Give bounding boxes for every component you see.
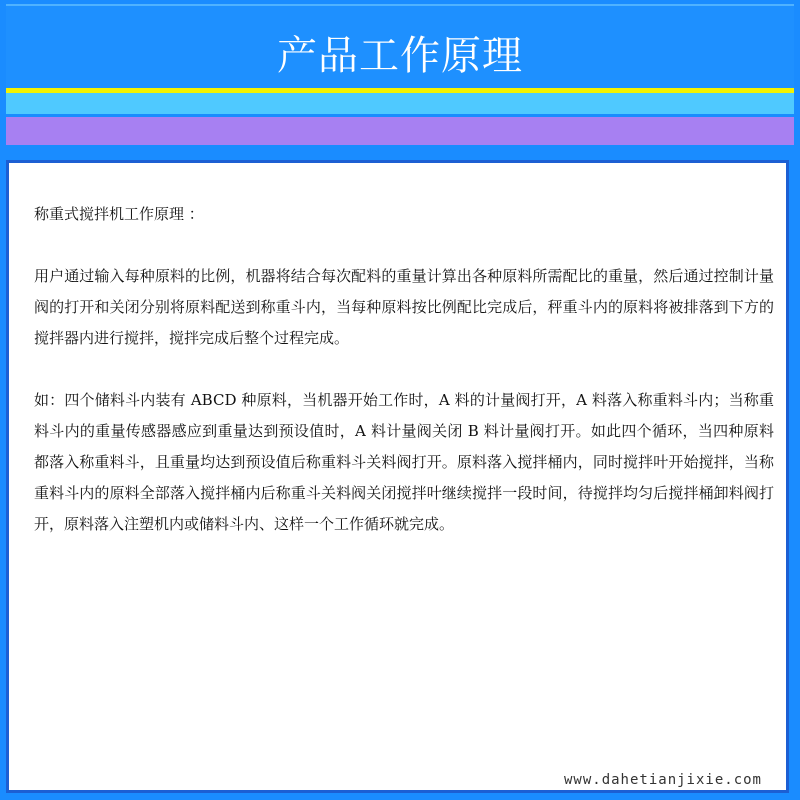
content-panel: [6, 160, 789, 793]
decorative-band-edge: [6, 145, 794, 148]
article-body: [34, 199, 774, 571]
decorative-purple-band: [6, 117, 794, 145]
header-banner: [6, 4, 794, 90]
header-light-strip: [6, 93, 794, 114]
page-title: 产品工作原理: [277, 33, 523, 79]
website-watermark: www.dahetianjixie.com: [563, 772, 762, 788]
paragraph-principle: 用户通过输入每种原料的比例，机器将结合每次配料的重量计算出各种原料所需配比的重量，然后通过控制计量阀的打开和关闭分别将原料配送到称重斗内，当每种原料按比例配比完成后，秤重斗内的原料将被排落到下方的搅拌器内进行搅拌，搅拌完成后整个过程完成。: [34, 267, 774, 347]
section-heading: 称重式搅拌机工作原理 ：: [34, 205, 204, 223]
paragraph-example: 如：四个储料斗内装有 ABCD 种原料，当机器开始工作时，A 料的计量阀打开，A 料落入称重料斗内；当称重料斗内的重量传感器感应到重量达到预设值时，A 料计量阀关闭 B 料计量阀打开。如此四个循环，当四种原料都落入称重料斗，且重量均达到预设值后称重料斗关料阀打开。原料落入搅拌桶内，同时搅拌叶开始搅拌，当称重料斗内的原料全部落入搅拌桶内后称重斗关料阀关闭搅拌叶继续搅拌一段时间，待搅拌均匀后搅拌桶卸料阀打开，原料落入注塑机内或储料斗内、这样一个工作循环就完成。: [34, 391, 774, 533]
